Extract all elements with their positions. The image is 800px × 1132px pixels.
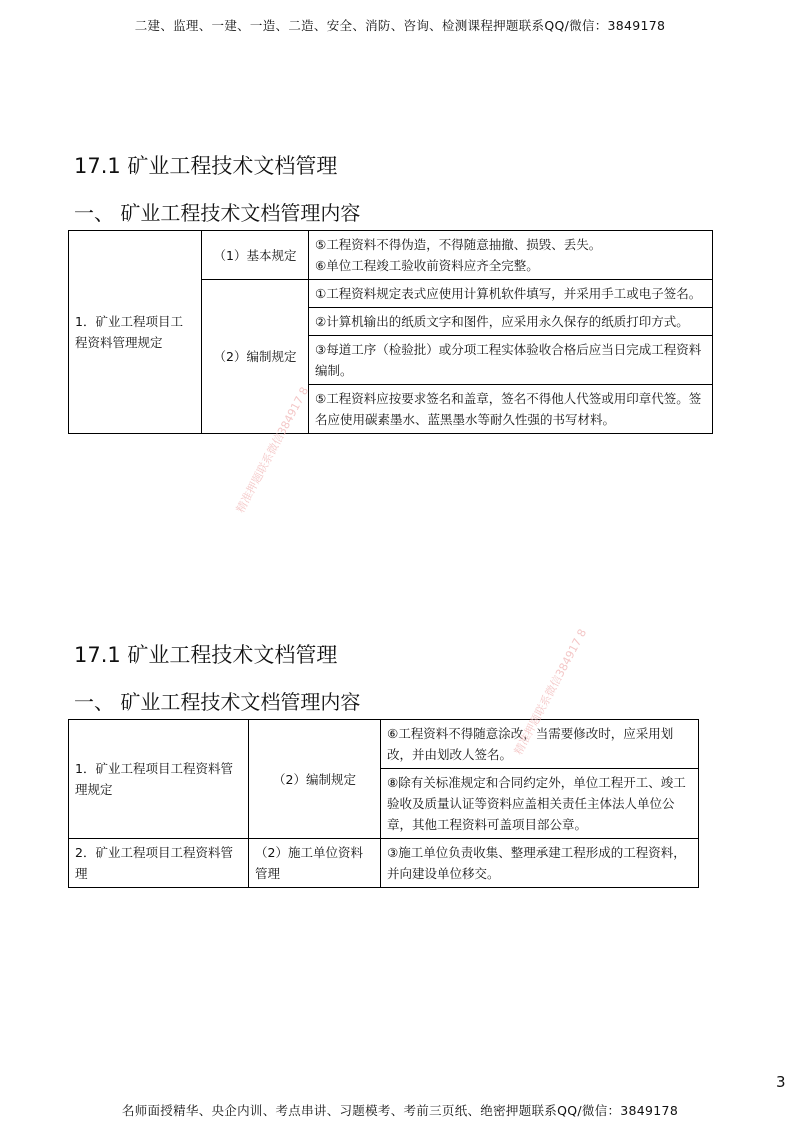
- subsection-title: 一、 矿业工程技术文档管理内容: [74, 201, 361, 225]
- table-cell-item: ③每道工序（检验批）或分项工程实体验收合格后应当日完成工程资料编制。: [309, 336, 713, 385]
- table-cell-item: ⑥工程资料不得随意涂改，当需要修改时，应采用划改，并由划改人签名。: [381, 720, 699, 769]
- subsection-title: 一、 矿业工程技术文档管理内容: [74, 690, 361, 714]
- section-title: 17.1 矿业工程技术文档管理: [74, 643, 338, 667]
- table-cell-item: ③施工单位负责收集、整理承建工程形成的工程资料，并向建设单位移交。: [381, 839, 699, 888]
- table-row: [69, 720, 699, 769]
- page-header: 二建、监理、一建、一造、二造、安全、消防、咨询、检测课程押题联系QQ/微信：3849178: [134, 18, 666, 33]
- watermark: 精准押题联系微信384917 8: [233, 384, 312, 516]
- table-cell-construction-unit: （2）施工单位资料管理: [249, 839, 381, 888]
- table-cell-category: 2．矿业工程项目工程资料管理: [69, 839, 249, 888]
- page-footer: 名师面授精华、央企内训、考点串讲、习题模考、考前三页纸、绝密押题联系QQ/微信：3849178: [121, 1103, 679, 1118]
- table-row: [69, 231, 713, 280]
- section-title: 17.1 矿业工程技术文档管理: [74, 154, 338, 178]
- table-cell-compile-rules: （2）编制规定: [249, 720, 381, 839]
- table-cell-item: ②计算机输出的纸质文字和图件，应采用永久保存的纸质打印方式。: [309, 308, 713, 336]
- table-cell-item: ①工程资料规定表式应使用计算机软件填写，并采用手工或电子签名。: [309, 280, 713, 308]
- table-cell-item: ⑤工程资料应按要求签名和盖章，签名不得他人代签或用印章代签。签名应使用碳素墨水、蓝黑墨水等耐久性强的书写材料。: [309, 385, 713, 434]
- watermark: 精准押题联系微信384917 8: [511, 626, 590, 758]
- table-cell-basic-rules: （1）基本规定: [202, 231, 309, 280]
- content-table-2: [68, 719, 699, 888]
- list-item: ⑥单位工程竣工验收前资料应齐全完整。: [315, 258, 539, 273]
- page-number: 3: [776, 1073, 786, 1091]
- table-row: [69, 839, 699, 888]
- table-cell-category: 1．矿业工程项目工程资料管理规定: [69, 231, 202, 434]
- table-cell-item: ⑧除有关标准规定和合同约定外，单位工程开工、竣工验收及质量认证等资料应盖相关责任主体法人单位公章，其他工程资料可盖项目部公章。: [381, 769, 699, 839]
- list-item: ⑤工程资料不得伪造，不得随意抽撤、损毁、丢失。: [315, 237, 602, 252]
- content-table-1: [68, 230, 713, 434]
- table-cell-compile-rules: （2）编制规定: [202, 280, 309, 434]
- table-cell-category: 1．矿业工程项目工程资料管理规定: [69, 720, 249, 839]
- table-cell-basic-items: [309, 231, 713, 280]
